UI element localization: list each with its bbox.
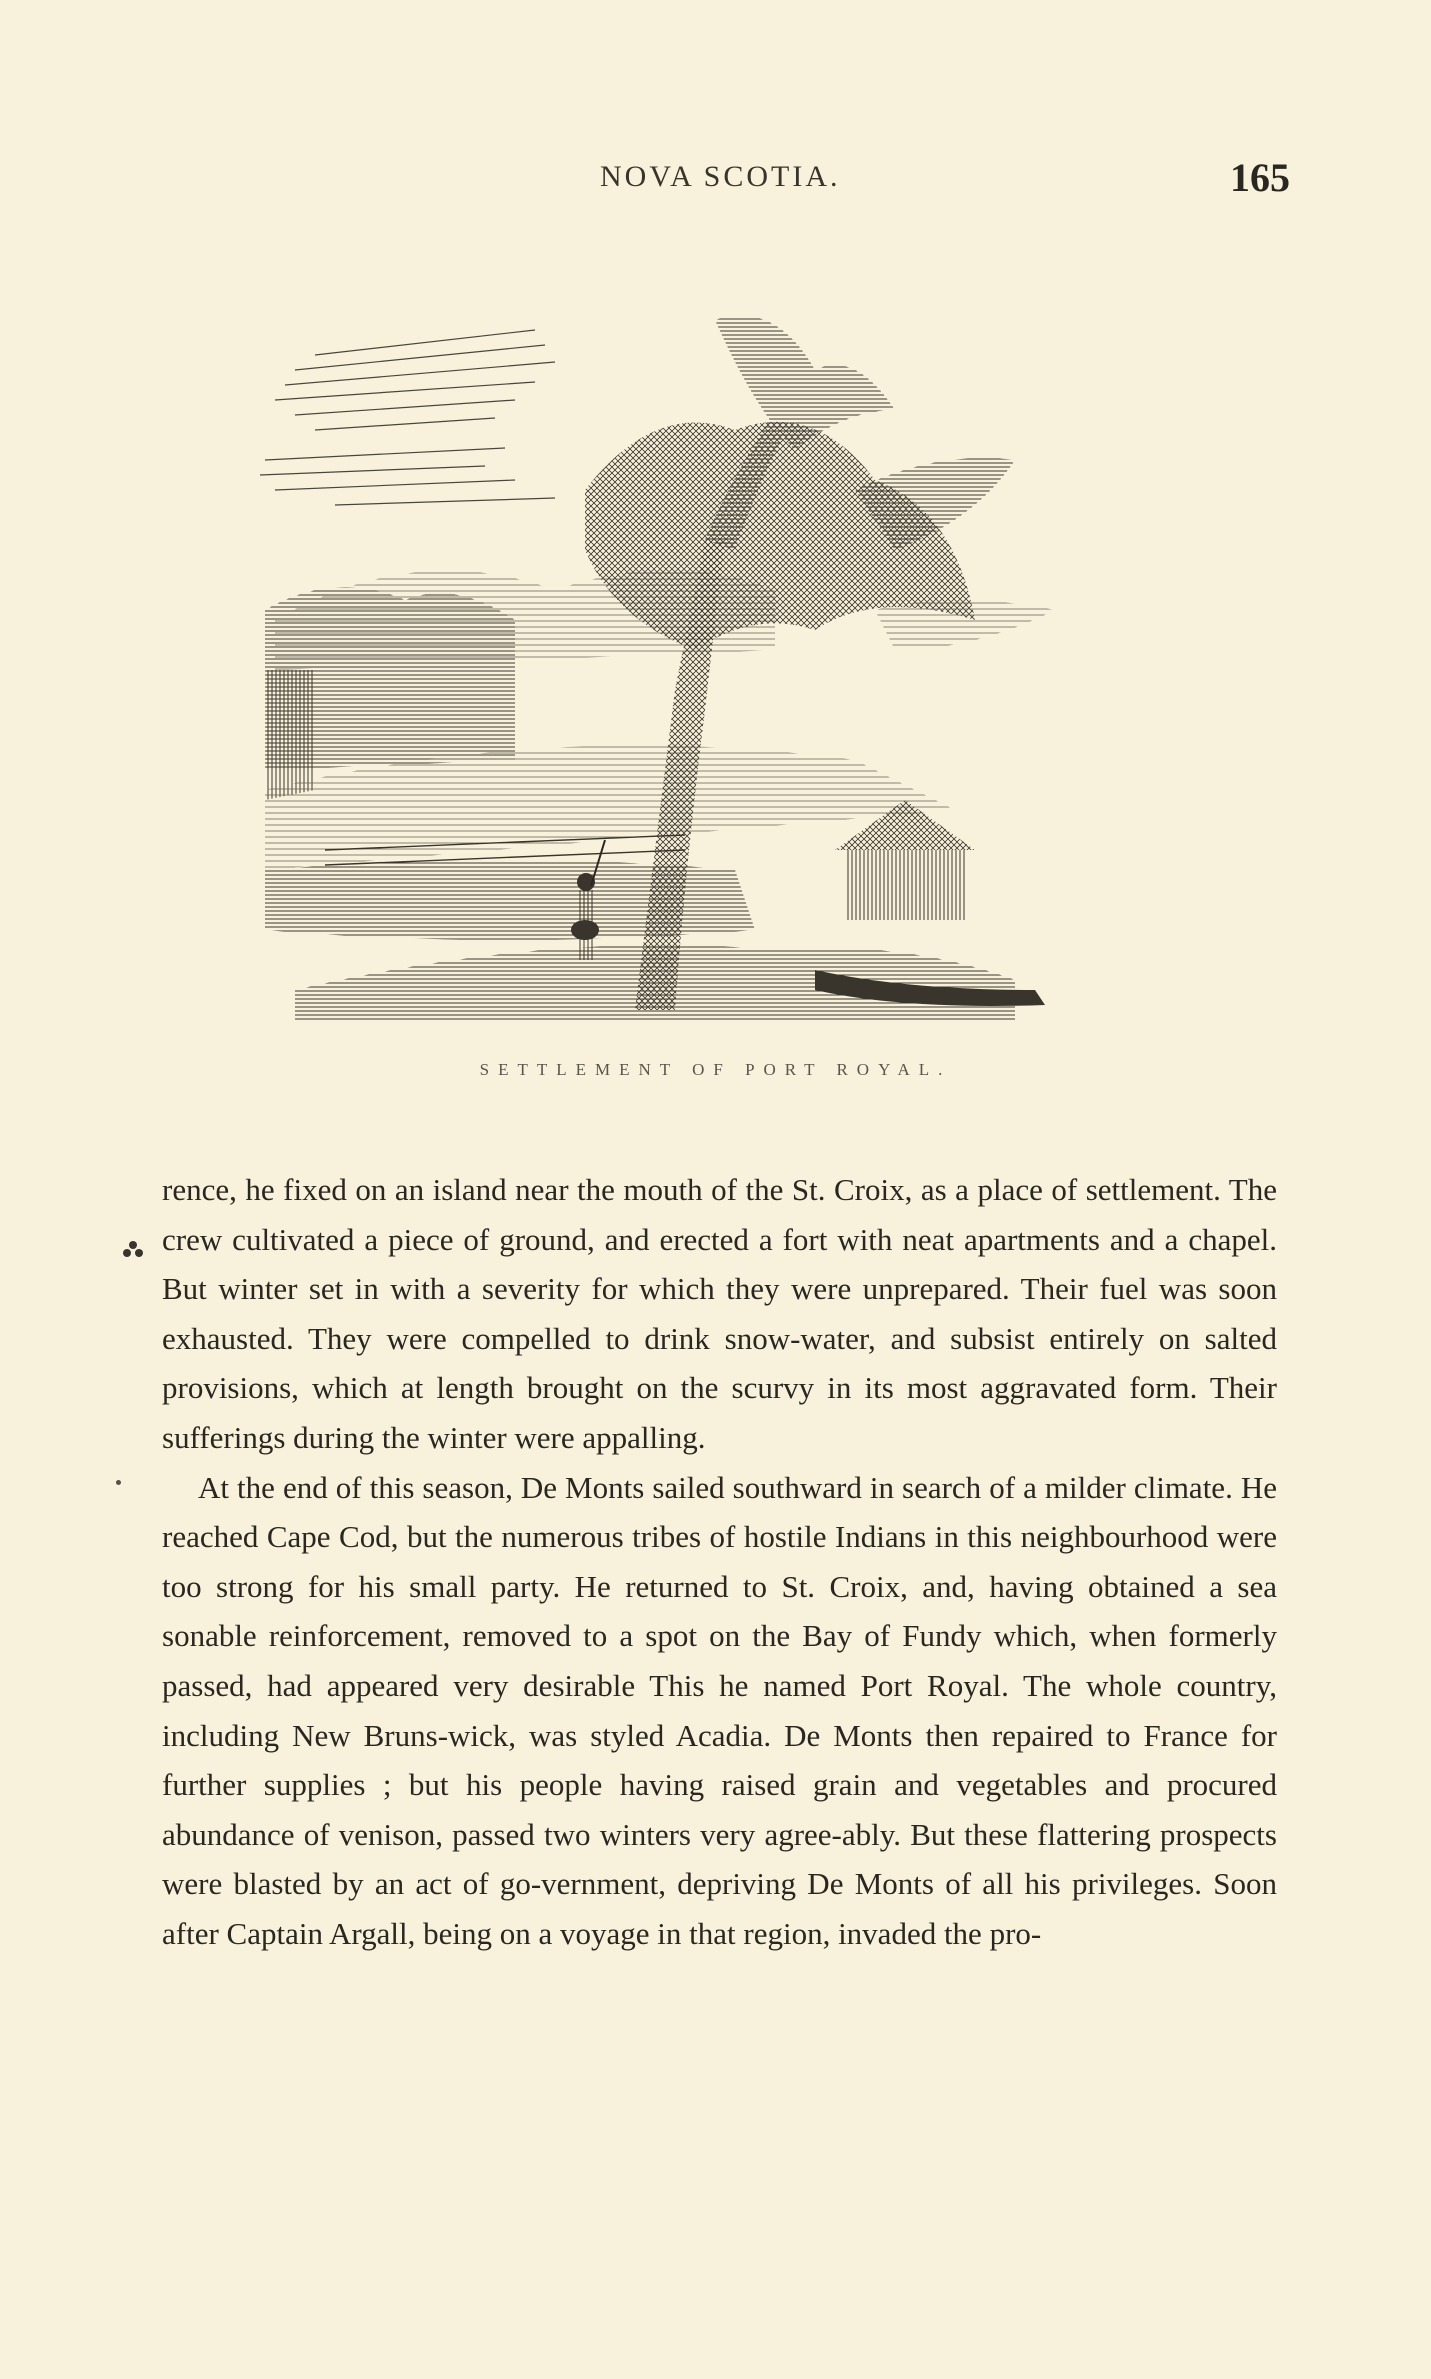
- page-number: 165: [1230, 155, 1290, 200]
- asterism-mark-icon: [120, 1237, 146, 1263]
- engraving-palm-landscape-icon: [255, 290, 1195, 1020]
- body-text: [162, 1165, 1277, 1959]
- paragraph-1: rence, he fixed on an island near the mouth of the St. Croix, as a place of settlement. The crew cultivated a piece of ground, and erected a fort with neat apartments and a chapel. But winter set in with a severity for which they were unprepared. Their fuel was soon exhausted. They were compelled to drink snow-water, and subsist entirely on salted provisions, which at length brought on the scurvy in its most aggravated form. Their sufferings during the winter were appalling.: [162, 1172, 1277, 1455]
- running-title: NOVA SCOTIA.: [600, 160, 841, 193]
- page-header: [0, 155, 1431, 210]
- paragraph-2: At the end of this season, De Monts sailed southward in search of a milder climate. He reached Cape Cod, but the numerous tribes of hostile Indians in this neighbourhood were too strong for his small party. He returned to St. Croix, and, having obtained a sea sonable reinforcement, removed to a spot on the Bay of Fundy which, when formerly passed, had appeared very desirable This he named Port Royal. The whole country, including New Bruns-wick, was styled Acadia. De Monts then repaired to France for further supplies ; but his people having raised grain and vegetables and procured abundance of venison, passed two winters very agree-ably. But these flattering prospects were blasted by an act of go-vernment, depriving De Monts of all his privileges. Soon after Captain Argall, being on a voyage in that region, invaded the pro-: [162, 1469, 1277, 1951]
- margin-dot: [116, 1480, 121, 1485]
- illustration-caption: SETTLEMENT OF PORT ROYAL.: [479, 1060, 952, 1079]
